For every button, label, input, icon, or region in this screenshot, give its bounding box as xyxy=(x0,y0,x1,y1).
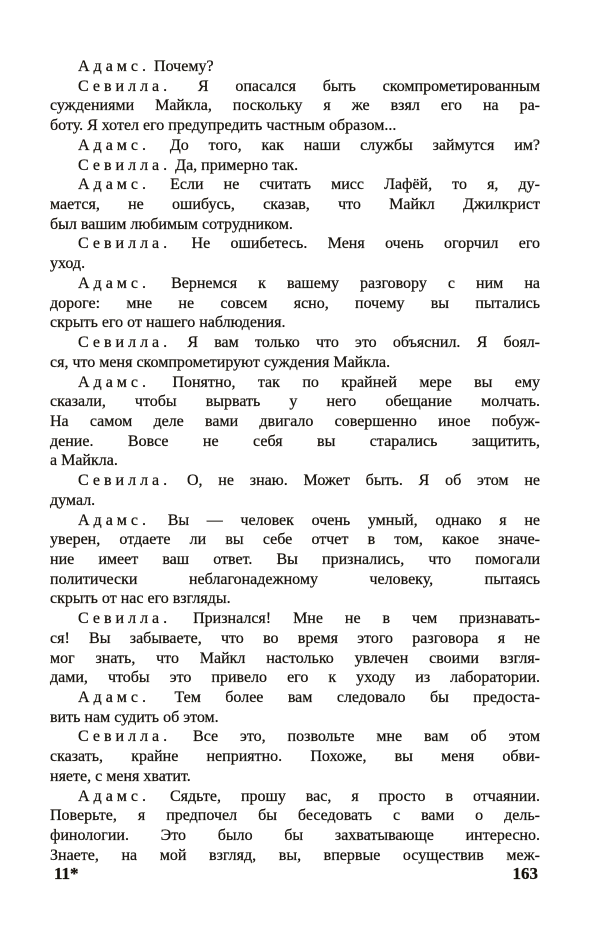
text-line: Севилла. Да, примерно так. xyxy=(78,156,299,174)
text-line: скрыть от нас его взгляды. xyxy=(50,590,231,608)
speaker-name: Адамс. xyxy=(78,136,151,154)
text-line: Адамс. Вы — человек очень умный, однако я не xyxy=(78,511,540,529)
text-line: няете, с меня хватит. xyxy=(50,767,191,785)
text-line: Севилла. Все это, позвольте мне вам об этом xyxy=(78,728,540,746)
speaker-name: Севилла. xyxy=(78,156,172,174)
text-line: вить нам судить об этом. xyxy=(50,708,219,726)
text-line: Севилла. Признался! Мне не в чем признавать- xyxy=(78,610,540,628)
text-line: сказали, чтобы вырвать у него обещание молчать. xyxy=(50,393,540,411)
page-number: 163 xyxy=(512,864,538,883)
text-line: ся! Вы забываете, что во время этого разговора я не xyxy=(50,629,540,647)
speaker-name: Севилла. xyxy=(78,472,172,490)
text-line: мается, не ошибусь, сказав, что Майкл Джилкрист xyxy=(50,196,540,214)
speaker-name: Севилла. xyxy=(78,728,172,746)
speaker-name: Севилла. xyxy=(78,610,172,628)
text-line: уход. xyxy=(50,255,86,273)
speaker-name: Адамс. xyxy=(78,176,151,194)
text-line: Знаете, на мой взгляд, вы, впервые осуществив меж- xyxy=(50,846,540,864)
signature-mark: 11* xyxy=(54,864,79,883)
text-line: Адамс. Понятно, так по крайней мере вы ему xyxy=(78,373,540,391)
speaker-name: Адамс. xyxy=(78,373,151,391)
speaker-name: Адамс. xyxy=(78,58,151,75)
speaker-name: Адамс. xyxy=(78,274,151,292)
text-line: был вашим любимым сотрудником. xyxy=(50,215,293,233)
page-footer xyxy=(54,864,538,884)
text-line: Адамс. Тем более вам следовало бы предоста- xyxy=(78,689,540,706)
text-line: ние имеет ваш ответ. Вы признались, что помогали xyxy=(50,550,540,568)
text-line: Адамс. Почему? xyxy=(78,58,214,75)
text-line: дение. Вовсе не себя вы старались защитить, xyxy=(50,432,540,450)
text-line: а Майкла. xyxy=(50,452,118,470)
speaker-name: Адамс. xyxy=(78,689,151,706)
text-line: Адамс. До того, как наши службы займутся им? xyxy=(78,136,540,154)
text-line: Поверьте, я предпочел бы беседовать с вами о дель- xyxy=(50,807,540,825)
text-line: боту. Я хотел его предупредить частным образом... xyxy=(50,117,397,135)
text-line: думал. xyxy=(50,491,96,509)
text-line: дороге: мне не совсем ясно, почему вы пытались xyxy=(50,294,540,312)
text-line: политически неблагонадежному человеку, пытаясь xyxy=(50,570,540,588)
text-line: мог знать, что Майкл настолько увлечен своими взгля- xyxy=(50,649,540,667)
dialogue-text xyxy=(50,57,540,865)
speaker-name: Севилла. xyxy=(78,77,172,95)
text-line: суждениями Майкла, поскольку я же взял его на ра- xyxy=(50,97,540,115)
speaker-name: Севилла. xyxy=(78,235,172,253)
text-line: финологии. Это было бы захватывающе интересно. xyxy=(50,827,540,845)
speaker-name: Адамс. xyxy=(78,511,151,529)
text-line: ся, что меня скомпрометируют суждения Майкла. xyxy=(50,353,391,371)
text-line: Севилла. Не ошибетесь. Меня очень огорчил его xyxy=(78,235,540,253)
text-line: Адамс. Если не считать мисс Лафёй, то я, ду- xyxy=(78,176,540,194)
speaker-name: Севилла. xyxy=(78,334,172,352)
text-line: скрыть его от нашего наблюдения. xyxy=(50,314,286,332)
text-line: На самом деле вами двигало совершенно иное побуж- xyxy=(50,412,540,430)
speaker-name: Адамс. xyxy=(78,787,151,805)
text-line: Севилла. О, не знаю. Может быть. Я об этом не xyxy=(78,472,540,490)
text-line: Севилла. Я вам только что это объяснил. Я боял- xyxy=(78,334,540,352)
text-line: сказать, крайне неприятно. Похоже, вы меня обви- xyxy=(50,748,540,766)
text-line: Адамс. Вернемся к вашему разговору с ним на xyxy=(78,274,540,292)
text-line: Адамс. Сядьте, прошу вас, я просто в отчаянии. xyxy=(78,787,540,805)
text-line: дами, чтобы это привело его к уходу из лаборатории. xyxy=(50,669,540,687)
text-line: Севилла. Я опасался быть скомпрометированным xyxy=(78,77,540,95)
text-line: уверен, отдаете ли вы себе отчет в том, какое значе- xyxy=(50,531,540,549)
